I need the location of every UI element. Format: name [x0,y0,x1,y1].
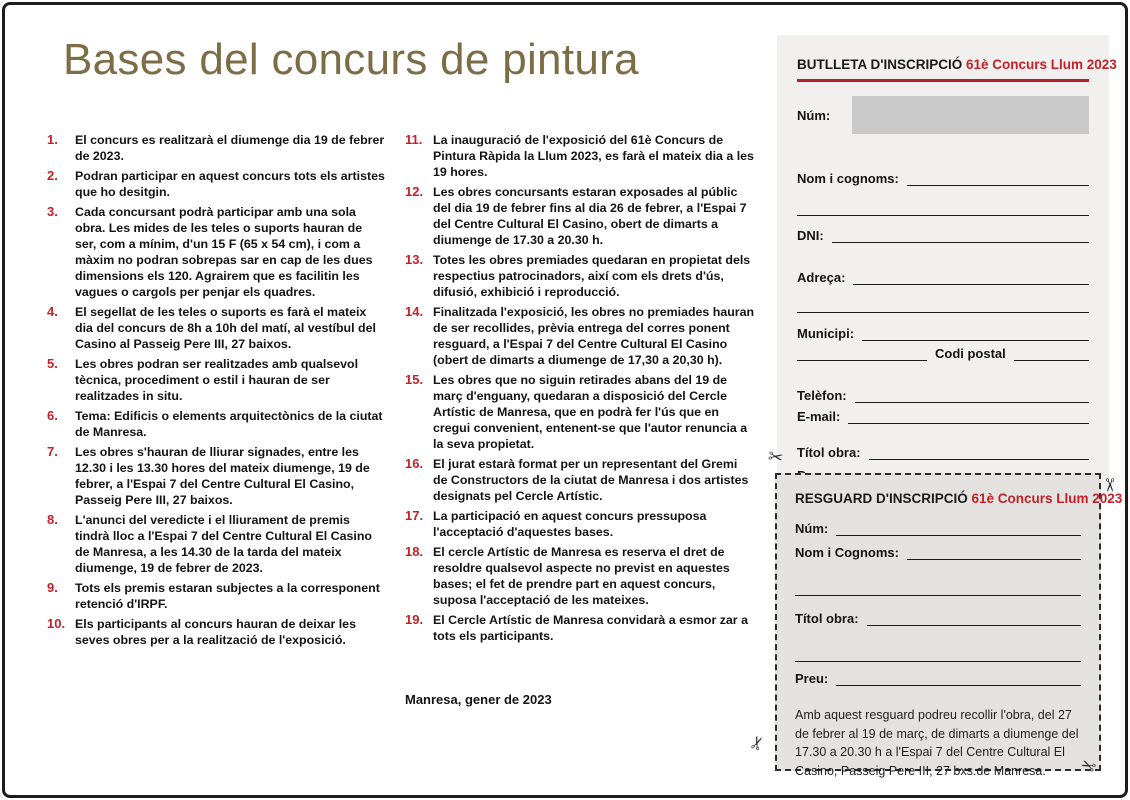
rule-text: Les obres concursants estaran exposades al públic del dia 19 de febrer fins al dia 26 de febrer, a l'Espai 7 del Centre Cultural El Casino, obert de dimarts a diumenge de 17.30 a 20.30 h. [433,185,747,247]
blank-line [797,345,927,361]
rule-text: El segellat de les teles o suports es farà el mateix dia del concurs de 8h a 10h del matí, al vestíbul del Casino al Passeig Pere III, 27 baixos. [75,305,376,351]
municipi-label: Municipi: [797,326,855,341]
blank-line [907,170,1089,186]
rule-item [47,408,385,440]
scissors-icon: ✂ [745,732,770,754]
blank-line [867,610,1081,626]
field-titol-obra [795,610,1081,626]
rule-text: Els participants al concurs hauran de deixar les seves obres per a la realització de l'exposició. [75,617,356,647]
rule-number: 2. [47,168,58,183]
rule-text: Tots els premis estaran subjectes a la corresponent retenció d'IRPF. [75,581,380,611]
rule-item [405,184,755,248]
field-email [797,408,1089,424]
field-num [795,520,1081,536]
rule-text: Totes les obres premiades quedaran en propietat dels respectius patrocinadors, així com els drets d'ús, difusió, exhibició i reproducció. [433,253,751,299]
inscription-form-title [797,57,1117,72]
rule-number: 10. [47,616,66,631]
rule-text: Tema: Edificis o elements arquitectònics de la ciutat de Manresa. [75,409,383,439]
rule-number: 7. [47,444,58,459]
rule-item [405,456,755,504]
rule-number: 16. [405,456,424,471]
rule-item [47,356,385,404]
rule-text: Les obres s'hauran de lliurar signades, entre les 12.30 i les 13.30 hores del mateix diumenge, 19 de febrer, a l'Espai 7 del Centre Cultural El Casino, Passeig Pere III, 27 baixos. [75,445,370,507]
rule-text: El Cercle Artístic de Manresa convidarà a esmor zar a tots els participants. [433,613,748,643]
num-label: Núm: [797,107,831,123]
rule-item [405,544,755,608]
scissors-icon: ✂ [766,445,785,469]
titol-obra-label: Títol obra: [795,611,859,626]
blank-line [797,297,1089,313]
scissors-icon: ✂ [1099,477,1120,493]
rule-item [405,132,755,180]
rule-number: 19. [405,612,424,627]
blank-line [797,200,1089,216]
rule-item [47,304,385,352]
dni-label: DNI: [797,228,824,243]
blank-line [1014,345,1089,361]
blank-line [836,670,1081,686]
rule-number: 3. [47,204,58,219]
rules-column-left [47,132,385,652]
rule-text: Finalitzada l'exposició, les obres no premiades hauran de ser recollides, prèvia entrega del corres ponent resguard, a l'Espai 7 del Centre Cultural El Casino (obert de dimarts a diumenge de 17,30 a 20,30 h). [433,305,755,367]
rule-item [405,508,755,540]
rule-item [405,252,755,300]
rule-text: Podran participar en aquest concurs tots els artistes que ho desitgin. [75,169,385,199]
rule-number: 5. [47,356,58,371]
rule-number: 13. [405,252,424,267]
field-municipi [797,325,1089,341]
rule-text: El cercle Artístic de Manresa es reserva el dret de resoldre qualsevol aspecte no previst en aquestes bases; el fet de prendre part en aquest concurs, suposa l'acceptació de les mateixes. [433,545,730,607]
rule-item [405,304,755,368]
rule-text: El concurs es realitzarà el diumenge dia 19 de febrer de 2023. [75,133,385,163]
rule-item [47,444,385,508]
adreca-label: Adreça: [797,270,846,285]
rule-text: Les obres que no siguin retirades abans del 19 de març d'enguany, quedaran a disposició del Cercle Artístic de Manresa, que en podrà fer l'ús que en cregui convenient, entenent-se que l'autor renuncia a la seva propietat. [433,373,748,451]
rule-text: El jurat estarà format per un representant del Gremi de Constructors de la ciutat de Manresa i dos artistes designats pel Cercle Artístic. [433,457,749,503]
field-nom [797,170,1089,186]
scissors-icon: ✂ [1077,752,1100,778]
receipt-form-title-black: RESGUARD D'INSCRIPCIÓ [795,491,968,506]
rule-text: La participació en aquest concurs pressuposa l'acceptació d'aquestes bases. [433,509,707,539]
telefon-label: Telèfon: [797,388,847,403]
rule-number: 6. [47,408,58,423]
inscription-form-title-red: 61è Concurs Llum 2023 [965,57,1117,72]
rule-text: Les obres podran ser realitzades amb qualsevol tècnica, procediment o estil i hauran de ser realitzades in situ. [75,357,359,403]
rule-number: 14. [405,304,424,319]
rule-number: 12. [405,184,424,199]
field-nom [795,544,1081,560]
rule-number: 8. [47,512,58,527]
preu-label: Preu: [795,671,829,686]
blank-line [855,387,1089,403]
num-label: Núm: [795,521,829,536]
blank-line [848,408,1089,424]
rule-number: 1. [47,132,58,147]
rule-number: 11. [405,132,423,147]
rule-number: 9. [47,580,58,595]
rule-item [47,616,385,648]
receipt-note: Amb aquest resguard podreu recollir l'obra, del 27 de febrer al 19 de març, de dimarts a diumenge del 17.30 a 20.30 h a l'Espai 7 del Centre Cultural El Casino, Passeig Pere III, 27 bxs.de Manresa. [795,708,1079,778]
field-dni [797,227,1089,243]
blank-line [907,544,1081,560]
blank-line [795,646,1081,662]
inscription-form [777,35,1117,501]
rule-item [405,372,755,452]
rule-item [405,612,755,644]
rule-number: 4. [47,304,58,319]
receipt-form [775,473,1123,778]
rule-number: 15. [405,372,424,387]
closing-line: Manresa, gener de 2023 [405,692,552,707]
blank-line [862,325,1089,341]
rule-item [47,132,385,164]
rule-item [47,580,385,612]
nom-label: Nom i Cognoms: [795,545,899,560]
inscription-form-title-black: BUTLLETA D'INSCRIPCIÓ [797,57,963,72]
rule-item [47,512,385,576]
rule-text: La inauguració de l'exposició del 61è Concurs de Pintura Ràpida la Llum 2023, es farà el mateix dia a les 19 hores. [433,133,754,179]
rule-item [47,168,385,200]
field-titol-obra [797,444,1089,460]
page-title: Bases del concurs de pintura [63,35,639,84]
document-page [2,2,1128,798]
field-telefon [797,387,1089,403]
rules-column-right [405,132,755,648]
field-adreca [797,269,1089,285]
blank-line [795,580,1081,596]
field-num [797,96,1089,134]
red-divider [797,79,1089,82]
num-entry-box [852,96,1089,134]
blank-line [853,269,1089,285]
rule-text: L'anunci del veredicte i el lliurament de premis tindrà lloc a l'Espai 7 del Centre Cultural El Casino de Manresa, a les 14.30 de la tarda del mateix diumenge, 19 de febrer de 2023. [75,513,372,575]
field-codi-postal [797,345,1089,361]
blank-line [832,227,1089,243]
rule-item [47,204,385,300]
receipt-form-title-red: 61è Concurs Llum 2023 [971,491,1123,506]
blank-line [836,520,1081,536]
codi-postal-label: Codi postal [935,346,1006,361]
titol-obra-label: Títol obra: [797,445,861,460]
rule-text: Cada concursant podrà participar amb una sola obra. Les mides de les teles o suports hauran de ser, com a mínim, d'un 15 F (65 x 54 cm), i com a màxim no podran sobrepas sar en cap de les dues dimensions els 120. Agrairem que es facilitin les vagues o cargols per penjar els quadres. [75,205,373,299]
receipt-form-title [795,491,1123,506]
email-label: E-mail: [797,409,841,424]
rule-number: 17. [405,508,424,523]
rule-number: 18. [405,544,424,559]
blank-line [869,444,1089,460]
field-preu [795,670,1081,686]
nom-label: Nom i cognoms: [797,171,899,186]
